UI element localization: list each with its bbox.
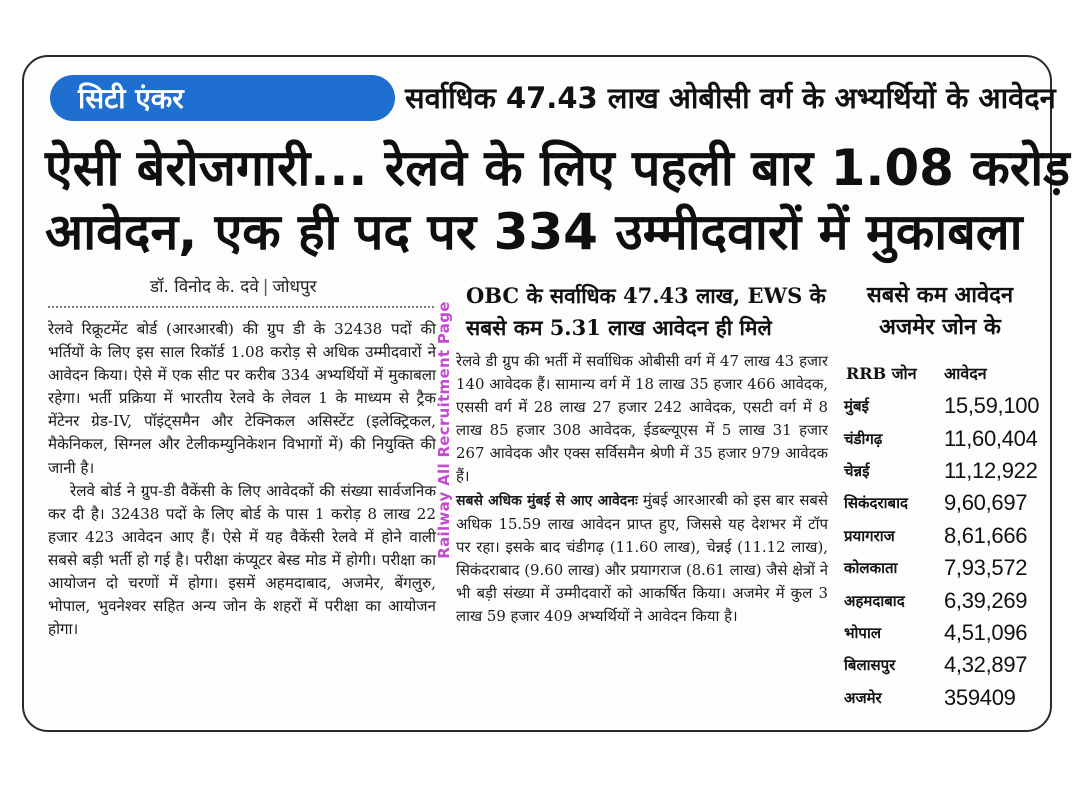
- section-tag: [50, 75, 395, 121]
- table-row: [840, 455, 1040, 487]
- zone-applications-box: [840, 280, 1040, 714]
- zone-applications: 6,39,269: [944, 587, 1028, 613]
- zone-applications: 9,60,697: [944, 490, 1028, 516]
- zone-table-header: [840, 358, 1040, 390]
- zone-applications: 359409: [944, 684, 1016, 710]
- column-2-paragraph-2: [456, 489, 828, 629]
- zone-applications: 11,60,404: [944, 425, 1038, 451]
- headline-line-2: आवेदन, एक ही पद पर 334 उम्मीदवारों में मुकाबला: [45, 203, 1023, 261]
- watermark-text: Railway All Recruitment Page: [435, 301, 453, 559]
- header-zone: RRB जोन: [846, 364, 917, 383]
- zone-name: सिकंदराबाद: [844, 494, 908, 513]
- byline: [150, 274, 317, 297]
- zone-name: अहमदाबाद: [844, 591, 905, 610]
- zone-name: बिलासपुर: [844, 656, 896, 675]
- zone-name: चेन्नई: [844, 461, 870, 480]
- table-row: [840, 487, 1040, 519]
- byline-author: डॉ. विनोद के. दवे: [150, 277, 259, 297]
- watermark: [433, 300, 455, 560]
- subheadline: OBC के सर्वाधिक 47.43 लाख, EWS के सबसे कम 5.31 लाख आवेदन ही मिले: [466, 283, 826, 340]
- zone-name: कोलकाता: [844, 559, 898, 578]
- zone-table: [840, 358, 1040, 714]
- zone-applications: 11,12,922: [944, 457, 1038, 483]
- zone-applications: 7,93,572: [944, 555, 1028, 581]
- header-applications: आवेदन: [944, 364, 987, 383]
- table-row: [840, 584, 1040, 616]
- zone-applications: 15,59,100: [944, 393, 1040, 419]
- zone-applications: 4,51,096: [944, 619, 1028, 645]
- table-row: [840, 422, 1040, 454]
- zone-applications: 4,32,897: [944, 652, 1028, 678]
- headline-line-1: ऐसी बेरोजगारी... रेलवे के लिए पहली बार 1.08 करोड़: [45, 139, 1070, 197]
- dotted-divider: [48, 306, 434, 308]
- column-2-lead: सबसे अधिक मुंबई से आए आवेदनः: [456, 492, 638, 509]
- column-1: [48, 318, 436, 641]
- column-2-paragraph-2-text: मुंबई आरआरबी को इस बार सबसे अधिक 15.59 लाख आवेदन प्राप्त हुए, जिससे यह देशभर में टॉप पर रहा। इसके बाद चंडीगढ़ (11.60 लाख), चेन्नई (11.12 लाख), सिकंदराबाद (9.60 लाख) और प्रयागराज (8.61 लाख) जैसे क्षेत्रों ने भी बड़ी संख्या में उम्मीदवारों को आकर्षित किया। अजमेर में कुल 3 लाख 59 हजार 409 अभ्यर्थियों ने आवेदन किया है।: [456, 490, 828, 626]
- byline-city: जोधपुर: [272, 277, 317, 297]
- table-row: [840, 682, 1040, 714]
- zone-name: चंडीगढ़: [844, 429, 883, 448]
- zone-table-title: सबसे कम आवेदन अजमेर जोन के: [866, 283, 1014, 340]
- column-1-paragraph-1: रेलवे रिक्रूटमेंट बोर्ड (आरआरबी) की ग्रुप डी के 32438 पदों की भर्तियों के लिए इस साल रिकॉर्ड 1.08 करोड़ से अधिक उम्मीदवारों ने आवेदन किया। ऐसे में एक सीट पर करीब 334 अभ्यर्थियों में मुकाबला रहेगा। भर्ती प्रक्रिया में भारतीय रेलवे के लेवल 1 के माध्यम से ट्रैक मेंटेनर ग्रेड-IV, पॉइंट्समैन और टेक्निकल असिस्टेंट (इलेक्ट्रिकल, मैकेनिकल, सिग्नल और टेलीकम्युनिकेशन विभागों में) की नियुक्ति की जानी है।: [48, 320, 436, 477]
- zone-name: प्रयागराज: [844, 526, 895, 545]
- table-row: [840, 649, 1040, 681]
- table-row: [840, 617, 1040, 649]
- column-2-paragraph-1: रेलवे डी ग्रुप की भर्ती में सर्वाधिक ओबीसी वर्ग में 47 लाख 43 हजार 140 आवेदक हैं। सामान्य वर्ग में 18 लाख 35 हजार 466 आवेदक, एससी वर्ग में 28 लाख 27 हजार 242 आवेदक, एसटी वर्ग में 8 लाख 85 हजार 308 आवेदक, ईडब्ल्यूएस में 5 लाख 31 हजार 267 आवेदक और एक्स सर्विसमैन श्रेणी में 35 हजार 979 आवेदक हैं।: [456, 352, 828, 486]
- column-1-paragraph-2: रेलवे बोर्ड ने ग्रुप-डी वैकेंसी के लिए आवेदकों की संख्या सार्वजनिक कर दी है। 32438 पदों के लिए बोर्ड के पास 1 करोड़ 8 लाख 22 हजार 423 आवेदन आए हैं। ऐसे में यह वैकेंसी रेलवे में होने वाली सबसे बड़ी भर्ती हो गई है। परीक्षा कंप्यूटर बेस्ड मोड में होगी। परीक्षा का आयोजन दो चरणों में होगा। इसमें अहमदाबाद, अजमेर, बेंगलुरु, भोपाल, भुवनेश्वर सहित अन्य जोन के शहरों में परीक्षा का आयोजन होगा।: [48, 481, 436, 639]
- table-row: [840, 520, 1040, 552]
- zone-applications: 8,61,666: [944, 522, 1028, 548]
- table-row: [840, 390, 1040, 422]
- section-tag-label: सिटी एंकर: [78, 82, 184, 115]
- column-2: [456, 350, 828, 628]
- byline-separator: |: [262, 277, 269, 297]
- kicker: सर्वाधिक 47.43 लाख ओबीसी वर्ग के अभ्यर्थियों के आवेदन: [405, 81, 1056, 115]
- table-row: [840, 552, 1040, 584]
- zone-name: अजमेर: [844, 688, 882, 707]
- zone-name: मुंबई: [844, 397, 869, 416]
- zone-name: भोपाल: [844, 623, 882, 642]
